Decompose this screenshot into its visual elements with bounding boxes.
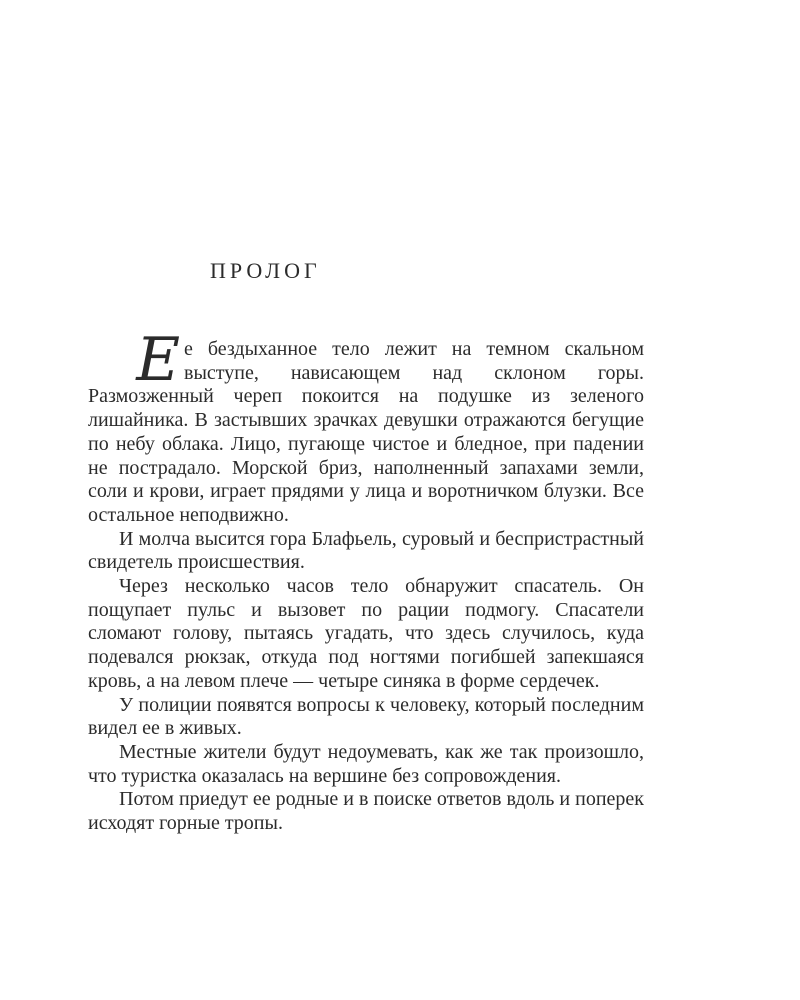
paragraph-5: Местные жители будут недоумевать, как же так произошло, что туристка оказалась на вершине без сопровождения. <box>88 740 644 787</box>
paragraph-4: У полиции появятся вопросы к человеку, который последним видел ее в живых. <box>88 693 644 740</box>
paragraph-1-text: е бездыханное тело лежит на темном скальном выступе, нависающем над склоном горы. Размозженный череп покоится на подушке из зеленого лишайника. В застывших зрачках девушки отражаются бегущие по небу облака. Лицо, пугающе чистое и бледное, при падении не пострадало. Морской бриз, наполненный запахами земли, соли и крови, играет прядями у лица и воротничком блузки. Все остальное неподвижно. <box>88 338 644 526</box>
prologue-text <box>88 325 644 836</box>
paragraph-2: И молча высится гора Блафьель, суровый и беспристрастный свидетель происшествия. <box>88 527 644 574</box>
paragraph-6: Потом приедут ее родные и в поиске ответов вдоль и поперек исходят горные тропы. <box>88 788 644 835</box>
paragraph-3: Через несколько часов тело обнаружит спасатель. Он пощупает пульс и вызовет по рации подмогу. Спасатели сломают голову, пытаясь угадать, что здесь случилось, куда подевался рюкзак, откуда под ногтями погибшей запекшаяся кровь, а на левом плече — четыре синяка в форме сердечек. <box>88 575 644 692</box>
paragraph-1 <box>88 325 644 528</box>
chapter-title: ПРОЛОГ <box>210 258 321 283</box>
drop-cap-letter: Е <box>136 325 180 395</box>
drop-cap <box>88 325 180 395</box>
